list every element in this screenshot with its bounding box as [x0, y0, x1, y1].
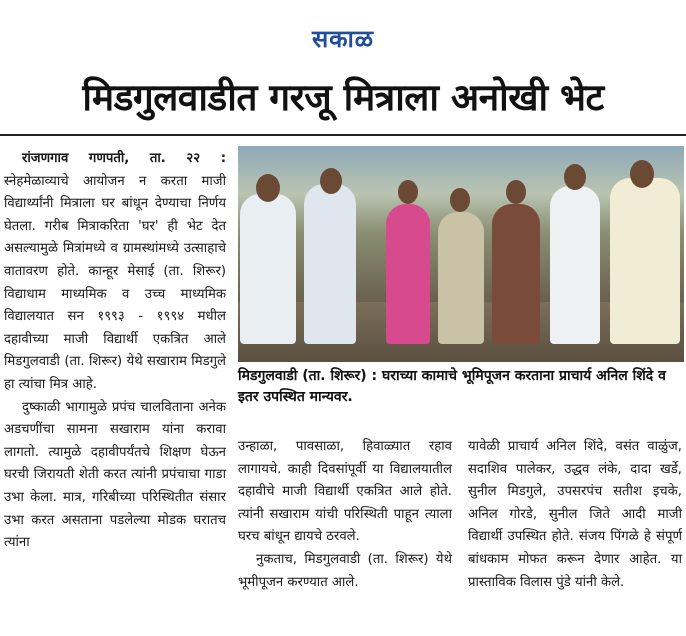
article-paragraph: यावेळी प्राचार्य अनिल शिंदे, वसंत वाळुंज, सदाशिव पालेकर, उद्धव लंके, दादा खर्डे, सुनील मिडगुले, उपसरपंच सतीश इचके, अनिल गोरडे, सुनील जिते आदी माजी विद्यार्थी उपस्थित होते. संजय पिंगळे हे संपूर्ण बांधकाम मोफत करून देणार आहेत. या प्रास्ताविक विलास पुंडे यांनी केले.: [468, 439, 682, 590]
news-photo: [238, 146, 684, 362]
article-headline: मिडगुलवाडीत गरजू मित्राला अनोखी भेट: [82, 76, 604, 119]
article-column-2: [238, 436, 452, 594]
newspaper-masthead: सकाळ: [311, 25, 375, 53]
headline-rule: [0, 134, 686, 136]
article-paragraph: दुष्काळी भागामुळे प्रपंच चालविताना अनेक अडचणींचा सामना सखाराम यांना करावा लागतो. त्यामुळे दहावीपर्यंतचे शिक्षण घेऊन घरची जिरायती शेती करत त्यांनी प्रपंचाचा गाडा उभा केला. मात्र, गरिबीच्या परिस्थितीत संसार उभा करत असताना पडलेल्या मोडक घरातच त्यांना: [4, 399, 226, 551]
article-paragraph: [4, 148, 226, 397]
article-paragraph: उन्हाळा, पावसाळा, हिवाळ्यात रहाव लागायचे. काही दिवसांपूर्वी या विद्यालयातील दहावीचे माजी विद्यार्थी एकत्रित आले होते. त्यांनी सखाराम यांची परिस्थिती पाहून त्याला घरच बांधून द्यायचे ठरवले.: [238, 439, 452, 545]
paragraph-text: स्नेहमेळाव्याचे आयोजन न करता माजी विद्यार्थ्यांनी मित्राला घर बांधून देण्याचा निर्णय घेतला. गरीब मित्राकरिता 'घर' ही भेट देत असल्यामुळे मित्रांमध्ये व ग्रामस्थांमध्ये उत्साहाचे वातावरण होते. कान्हूर मेसाई (ता. शिरूर) विद्याधाम माध्यमिक व उच्च माध्यमिक विद्यालयात सन १९९३ - १९९४ मधील दहावीच्या माजी विद्यार्थी एकत्रित आले मिडगुलवाडी (ता. शिरूर) येथे सखाराम मिडगुले हा त्यांचा मित्र आहे.: [4, 173, 226, 392]
dateline: रांजणगाव गणपती, ता. २२ :: [22, 151, 226, 166]
article-column-1: [4, 148, 226, 555]
photo-caption: मिडगुलवाडी (ता. शिरूर) : घराच्या कामाचे भूमिपूजन करताना प्राचार्य अनिल शिंदे व इतर उपस्थित मान्यवर.: [238, 368, 666, 405]
article-paragraph: नुकताच, मिडगुलवाडी (ता. शिरूर) येथे भूमीपूजन करण्यात आले.: [238, 551, 452, 590]
article-column-3: [468, 436, 682, 594]
